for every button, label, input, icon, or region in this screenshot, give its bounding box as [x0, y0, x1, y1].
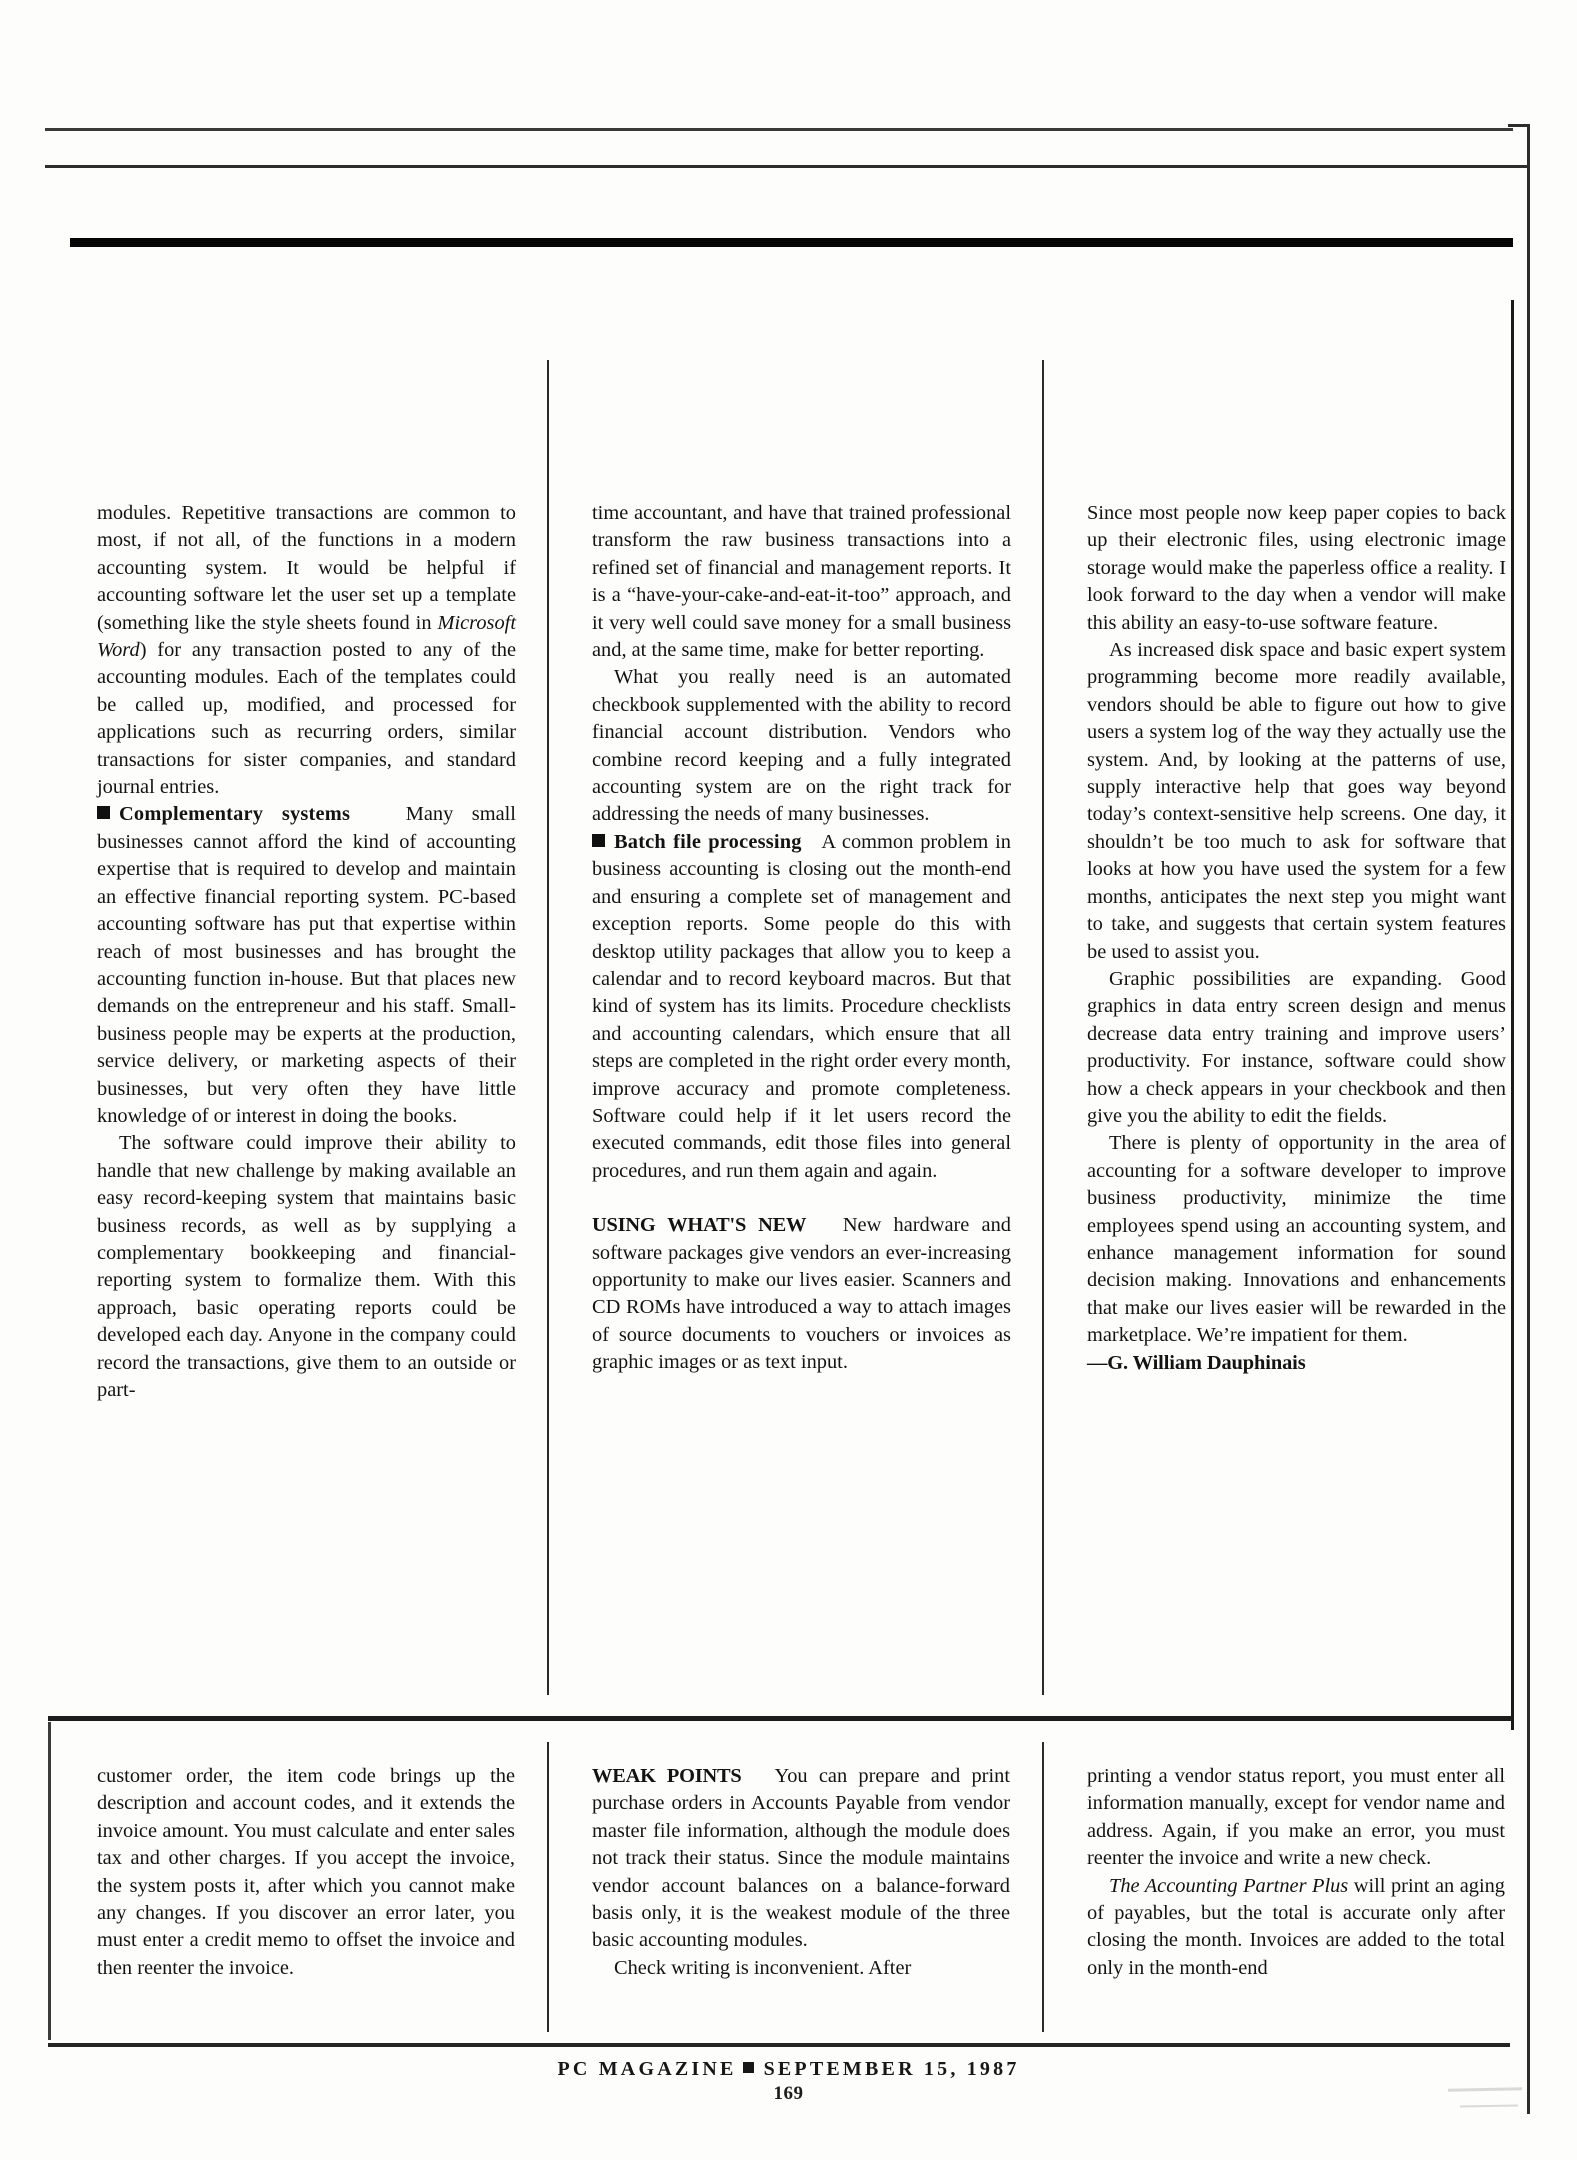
feature-paragraph: Graphic possibilities are expanding. Good graphics in data entry screen design and menus decrease data entry training and improve users’ productivity. For instance, software could show how a check appears in your checkbook and then give you the ability to edit the fields.: [1087, 967, 1506, 1127]
review-text-run: You can prepare and print purchase orders in Accounts Payable from vendor master file information, although the module does not track their status. Since the module maintains vendor account balances on a balance-forward basis only, it is the weakest module of the three basic accounting modules.: [592, 1765, 1010, 1952]
scan-artifact: [1460, 2104, 1518, 2107]
feature-text-run: A common problem in business accounting is closing out the month-end and ensuring a complete set of management and exception reports. Some people do this with desktop utility packages that allow you to keep a calendar and to record keyboard macros. But that kind of system has its limits. Procedure checklists and accounting calendars, which ensure that all steps are completed in the right order every month, improve accuracy and promote completeness. Software could help if it let users record the executed commands, edit those files into general procedures, and run them again and again.: [592, 830, 1011, 1182]
feature-column-1: [97, 500, 516, 1404]
header-rule-lower: [45, 165, 1528, 168]
review-kicker-paragraph: [592, 1763, 1010, 1955]
feature-italic-title: Microsoft Word: [97, 611, 516, 662]
review-column-3: [1087, 1763, 1505, 1982]
feature-box-bottom-rule: [48, 1716, 1513, 1721]
feature-subhead: Batch file processing: [614, 830, 802, 853]
footer-line: [0, 2058, 1577, 2081]
feature-byline: —G. William Dauphinais: [1087, 1351, 1306, 1374]
feature-text-run: ) for any transaction posted to any of the accounting modules. Each of the templates could be called up, modified, and processed for applications such as recurring orders, similar transactions for sister companies, and standard journal entries.: [97, 639, 516, 799]
feature-text-run: modules. Repetitive transactions are common to most, if not all, of the functions in a modern accounting system. It would be helpful if accounting software let the user set up a template (something like the style sheets found in: [97, 502, 516, 634]
review-kicker-heading: WEAK POINTS: [592, 1765, 742, 1787]
feature-paragraph: As increased disk space and basic expert system programming become more readily available, vendors should be able to figure out how to give users a system log of the way they actually use the system. And, by looking at the patterns of use, supply interactive help that goes way beyond today’s context-sensitive help screens. One day, it shouldn’t be too much to ask for software that looks at how you have used the system for a few months, anticipates the next step you might want to take, and suggests that certain system features be used to assist you.: [1087, 639, 1506, 963]
feature-kicker-heading: USING WHAT'S NEW: [592, 1214, 807, 1237]
square-bullet-icon: [97, 806, 110, 819]
review-italic-product-name: The Accounting Partner Plus: [1109, 1874, 1349, 1897]
page-frame-right-border: [1527, 124, 1530, 2114]
feature-paragraph: [97, 500, 516, 801]
feature-subhead: Complementary systems: [119, 803, 351, 826]
feature-kicker-paragraph: [592, 1212, 1011, 1376]
page-footer: [0, 2058, 1577, 2105]
footer-rule: [48, 2043, 1510, 2047]
review-column-rule-2: [1042, 1742, 1044, 2032]
review-column-rule-1: [547, 1742, 549, 2032]
review-paragraph: customer order, the item code brings up the description and account codes, and it extends the invoice amount. You must calculate and enter sales tax and other charges. If you accept the invoice, the system posts it, after which you cannot make any changes. If you discover an error later, you must enter a credit memo to offset the invoice and then reenter the invoice.: [97, 1765, 515, 1979]
review-paragraph: printing a vendor status report, you must enter all information manually, except for vendor name and address. Again, if you make an error, you must reenter the invoice and write a new check.: [1087, 1765, 1505, 1870]
feature-paragraph: What you really need is an automated checkbook supplemented with the ability to record financial account distribution. Vendors who combine record keeping and a fully integrated accounting system are on the right track for addressing the needs of many businesses.: [592, 666, 1011, 826]
feature-box-top-rule: [70, 238, 1513, 247]
feature-column-rule-2: [1042, 360, 1044, 1695]
feature-paragraph: The software could improve their ability to handle that new challenge by making available an easy record-keeping system that maintains basic business records, as well as by supplying a complementary bookkeeping and financial-reporting system to formalize them. With this approach, basic operating reports could be developed each day. Anyone in the company could record the transactions, give them to an outside or part-: [97, 1132, 516, 1401]
square-bullet-icon: [743, 2062, 754, 2073]
feature-column-3: [1087, 500, 1506, 1377]
review-text-run: will print an aging of payables, but the total is accurate only after closing the month. Invoices are added to the total only in the month-end: [1087, 1874, 1506, 1979]
review-paragraph: Check writing is inconvenient. After: [614, 1956, 912, 1979]
footer-issue-date: SEPTEMBER 15, 1987: [763, 2058, 1020, 2080]
feature-text-run: New hardware and software packages give vendors an ever-increasing opportunity to make our lives easier. Scanners and CD ROMs have introduced a way to attach images of source documents to vouchers or invoices as graphic images or as text input.: [592, 1214, 1011, 1374]
feature-column-rule-1: [547, 360, 549, 1695]
square-bullet-icon: [592, 834, 605, 847]
footer-publication-name: PC MAGAZINE: [557, 2058, 737, 2080]
feature-paragraph: Since most people now keep paper copies to back up their electronic files, using electronic image storage would make the paperless office a reality. I look forward to the day when a vendor will make this ability an easy-to-use software feature.: [1087, 502, 1506, 634]
feature-column-2: [592, 500, 1011, 1377]
page-number: 169: [773, 2083, 804, 2104]
review-paragraph: [1087, 1873, 1505, 1983]
feature-paragraph: There is plenty of opportunity in the area of accounting for a software developer to improve business productivity, minimize the time employees spend using an accounting system, and enhance management information for sound decision making. Innovations and enhancements that make our lives easier will be rewarded in the marketplace. We’re impatient for them.: [1087, 1132, 1506, 1347]
header-rule-upper: [45, 128, 1513, 131]
feature-subhead-paragraph: [592, 829, 1011, 1185]
review-column-1: [97, 1763, 515, 1982]
feature-box-right-border: [1511, 300, 1514, 1730]
feature-text-run: Many small businesses cannot afford the kind of accounting expertise that is required to develop and maintain an effective financial reporting system. PC-based accounting software has put that expertise within reach of most businesses and has brought the accounting function in-house. But that places new demands on the entrepreneur and his staff. Small-business people may be experts at the production, service delivery, or marketing aspects of their businesses, but very often they have little knowledge of or interest in doing the books.: [97, 803, 516, 1127]
feature-paragraph: time accountant, and have that trained professional transform the raw business transactions into a refined set of financial and management reports. It is a “have-your-cake-and-eat-it-too” approach, and it very well could save money for a small business and, at the same time, make for better reporting.: [592, 502, 1011, 662]
feature-subhead-paragraph: [97, 801, 516, 1130]
lower-section-left-border: [48, 1722, 51, 2040]
review-column-2: [592, 1763, 1010, 1982]
